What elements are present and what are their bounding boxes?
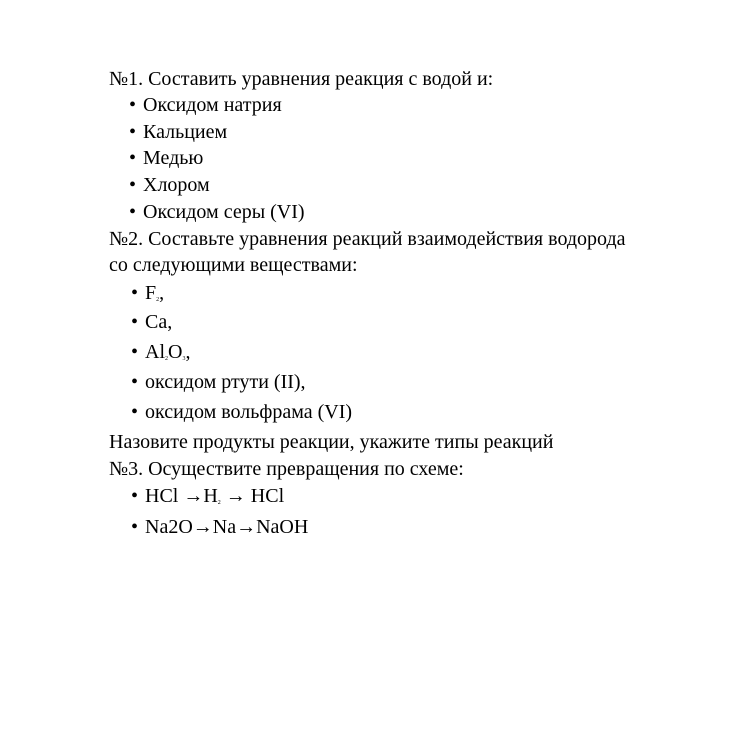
list-item xyxy=(131,339,190,365)
formula-text: Ca, xyxy=(145,311,173,333)
list-item xyxy=(131,280,164,306)
list-item xyxy=(131,309,172,335)
task-2-heading-continued: со следующими веществами: xyxy=(109,254,358,276)
item-text: Медью xyxy=(143,147,204,169)
formula-text: F xyxy=(145,282,157,304)
subscript-2: 3 xyxy=(182,356,186,362)
bullet: • xyxy=(131,311,139,333)
task-2-note: Назовите продукты реакции, укажите типы реакций xyxy=(109,431,554,453)
formula-tail: , xyxy=(185,341,191,363)
bullet: • xyxy=(129,121,137,143)
formula-tail: , xyxy=(159,282,165,304)
formula-text: Al xyxy=(145,341,165,363)
list-item xyxy=(129,199,305,225)
bullet: • xyxy=(129,147,137,169)
subscript: 2 xyxy=(165,356,168,362)
bullet: • xyxy=(129,94,137,116)
bullet: • xyxy=(129,174,137,196)
bullet: • xyxy=(131,341,139,363)
list-item xyxy=(131,514,308,540)
task-1-heading: №1. Составить уравнения реакция с водой и: xyxy=(109,68,494,90)
bullet: • xyxy=(131,401,139,423)
item-text: Кальцием xyxy=(143,121,228,143)
bullet: • xyxy=(131,371,139,393)
bullet: • xyxy=(131,516,139,538)
subscript: 2 xyxy=(217,500,221,506)
item-text: оксидом ртути (II), xyxy=(145,371,306,393)
formula-tail: → HCl xyxy=(220,485,285,507)
bullet: • xyxy=(129,201,137,223)
bullet: • xyxy=(131,282,139,304)
list-item xyxy=(129,172,210,198)
list-item xyxy=(129,145,203,171)
list-item xyxy=(131,399,352,425)
item-text: оксидом вольфрама (VI) xyxy=(145,401,353,423)
bullet: • xyxy=(131,485,139,507)
formula-text: Na2O→Na→NaOH xyxy=(145,516,309,538)
task-3-heading: №3. Осуществите превращения по схеме: xyxy=(109,458,464,480)
list-item xyxy=(131,369,306,395)
item-text: Оксидом серы (VI) xyxy=(143,201,305,223)
list-item xyxy=(131,483,284,509)
formula-text-2: O xyxy=(168,341,183,363)
list-item xyxy=(129,92,282,118)
list-item xyxy=(129,119,227,145)
subscript: 2 xyxy=(156,297,160,303)
item-text: Хлором xyxy=(143,174,210,196)
task-2-heading: №2. Составьте уравнения реакций взаимодействия водорода xyxy=(109,228,626,250)
item-text: Оксидом натрия xyxy=(143,94,282,116)
formula-text: HCl →H xyxy=(145,485,218,507)
